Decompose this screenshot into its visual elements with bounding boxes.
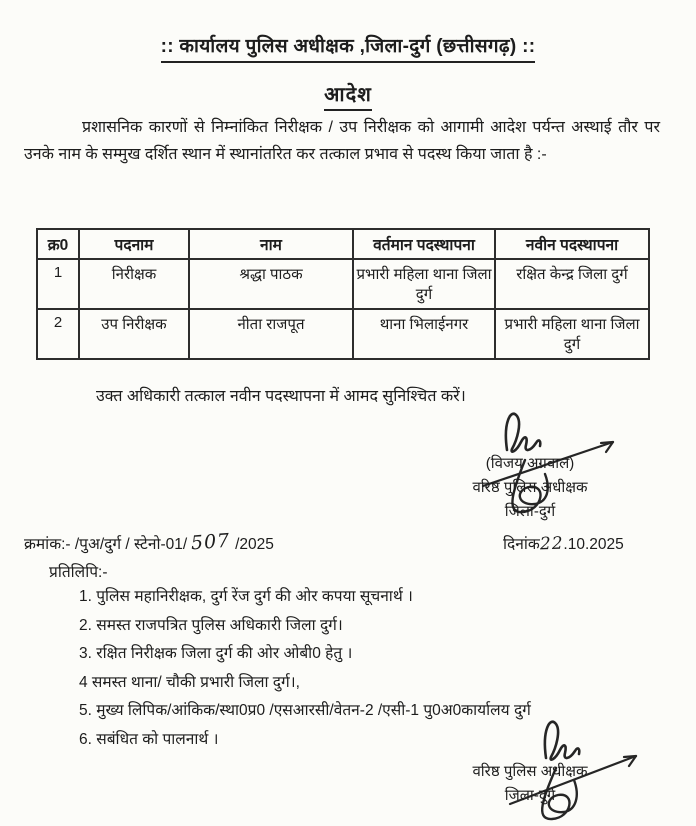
intro-paragraph: प्रशासनिक कारणों से निम्नांकित निरीक्षक / उप निरीक्षक को आगामी आदेश पर्यन्त अस्थाई तौर पर उनके नाम के सम्मुख दर्शित स्थान में स्थानांतरित कर तत्काल प्रभाव से पदस्थ किया जाता है :-	[24, 119, 660, 163]
list-item: 4 समस्त थाना/ चौकी प्रभारी जिला दुर्ग।,	[79, 673, 300, 691]
cell-serial: 1	[37, 259, 79, 309]
date-line	[503, 532, 624, 554]
cell-name: श्रद्धा पाठक	[189, 259, 353, 309]
table-row	[37, 309, 649, 359]
signatory-name: (विजय अग्रवाल)	[485, 455, 575, 472]
header-new-posting: नवीन पदस्थापना	[495, 229, 649, 259]
kramank-suffix: /2025	[235, 536, 274, 553]
cell-current-posting: प्रभारी महिला थाना जिला दुर्ग	[353, 259, 495, 309]
cell-name: नीता राजपूत	[189, 309, 353, 359]
footer-signatory-block	[430, 760, 630, 808]
list-item: 2. समस्त राजपत्रित पुलिस अधिकारी जिला दुर्ग।	[79, 616, 343, 634]
signatory-district: जिला-दुर्ग	[504, 503, 556, 520]
copy-to-label: प्रतिलिपि:-	[49, 564, 108, 581]
cell-designation: निरीक्षक	[79, 259, 189, 309]
instruction-line: उक्त अधिकारी तत्काल नवीन पदस्थापना में आमद सुनिश्चित करें।	[96, 388, 466, 405]
table-header-row	[37, 229, 649, 259]
cell-new-posting: प्रभारी महिला थाना जिला दुर्ग	[495, 309, 649, 359]
header-current-posting: वर्तमान पदस्थापना	[353, 229, 495, 259]
order-title	[0, 80, 696, 107]
header-serial: क्र0	[37, 229, 79, 259]
date-handwritten-day: 22	[539, 533, 564, 555]
footer-signatory-designation: वरिष्ठ पुलिस अधीक्षक	[472, 763, 588, 780]
cell-designation: उप निरीक्षक	[79, 309, 189, 359]
cell-current-posting: थाना भिलाईनगर	[353, 309, 495, 359]
cell-new-posting: रक्षित केन्द्र जिला दुर्ग	[495, 259, 649, 309]
header-name: नाम	[189, 229, 353, 259]
list-item: 1. पुलिस महानिरीक्षक, दुर्ग रेंज दुर्ग की ओर कपया सूचनार्थ ।	[79, 588, 413, 605]
office-header	[0, 32, 696, 58]
date-label: दिनांक	[503, 536, 540, 553]
cell-serial: 2	[37, 309, 79, 359]
signatory-designation: वरिष्ठ पुलिस अधीक्षक	[472, 479, 588, 496]
table-row	[37, 259, 649, 309]
date-rest: .10.2025	[563, 536, 624, 553]
header-designation: पदनाम	[79, 229, 189, 259]
signatory-block	[430, 452, 630, 524]
office-header-text: :: कार्यालय पुलिस अधीक्षक ,जिला-दुर्ग (छत्तीसगढ़) ::	[161, 36, 536, 63]
kramank-prefix: क्रमांक:- /पुअ/दुर्ग / स्टेनो-01/	[24, 536, 188, 553]
transfer-table	[36, 228, 650, 360]
kramank-handwritten-number: 507	[190, 529, 232, 555]
list-item: 3. रक्षित निरीक्षक जिला दुर्ग की ओर ओबी0 हेतु ।	[79, 645, 353, 662]
order-title-text: आदेश	[324, 84, 372, 111]
list-item: 5. मुख्य लिपिक/आंकिक/स्था0प्र0 /एसआरसी/वेतन-2 /एसी-1 पु0अ0कार्यालय दुर्ग	[79, 702, 531, 719]
reference-number-line	[24, 529, 274, 555]
footer-signatory-district: जिला-दुर्ग	[504, 787, 556, 804]
list-item: 6. सबंधित को पालनार्थ ।	[79, 730, 219, 748]
